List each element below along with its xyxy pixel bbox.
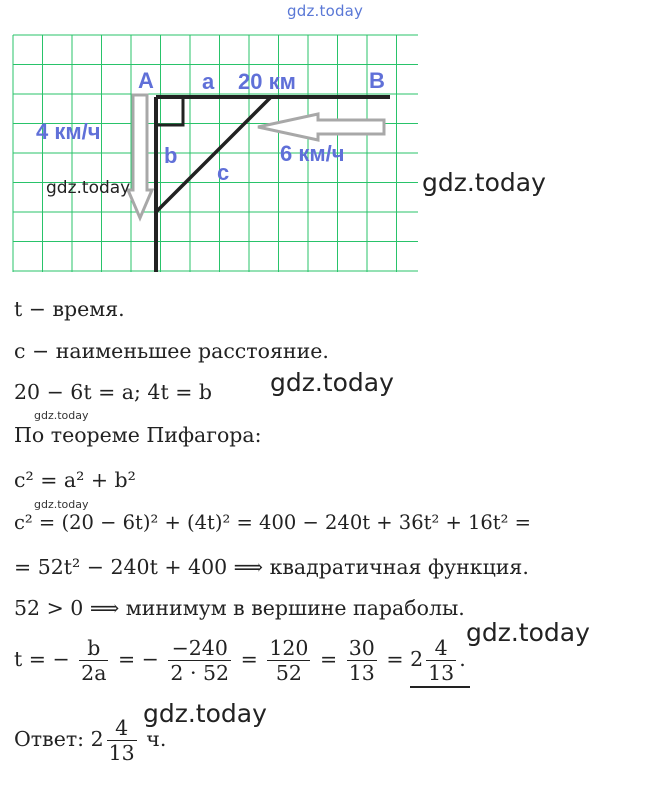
fraction-denominator: 13	[348, 661, 375, 685]
whole-part: 2	[410, 647, 424, 671]
answer-line	[14, 716, 166, 765]
text-line-1: t − время.	[14, 297, 125, 321]
formula-t: t = −	[14, 647, 70, 671]
text-line-3: 20 − 6t = a; 4t = b	[14, 380, 213, 404]
label-speed-b: 6 км/ч	[280, 141, 345, 166]
label-side-b: b	[164, 143, 178, 168]
text-line-8: 52 > 0 ⟹ минимум в вершине параболы.	[14, 596, 465, 620]
answer-unit: ч.	[146, 727, 167, 751]
label-point-a: A	[138, 68, 154, 93]
label-side-c: c	[217, 160, 230, 185]
fraction-denominator: 13	[428, 661, 455, 685]
answer-fraction	[107, 716, 137, 765]
minus-sign: −	[141, 647, 159, 671]
watermark-diagram: gdz.today	[46, 178, 131, 198]
fraction-denominator: 13	[108, 741, 135, 765]
label-speed-a: 4 км/ч	[36, 119, 101, 144]
watermark-top: gdz.today	[287, 2, 364, 20]
arrow-left-icon	[258, 114, 384, 140]
equals-sign: =	[386, 647, 404, 671]
fraction-numerator: 30	[348, 636, 375, 660]
geometry-diagram	[0, 0, 660, 300]
fraction-numerator: 4	[115, 716, 129, 740]
text-line-7: = 52t² − 240t + 400 ⟹ квадратичная функция.	[14, 555, 529, 579]
text-line-5: c² = a² + b²	[14, 468, 136, 492]
fraction-denominator: 2a	[81, 661, 107, 685]
equals-sign: =	[320, 647, 338, 671]
fraction-numerator: b	[87, 636, 101, 660]
fraction-numerator: −240	[171, 636, 228, 660]
watermark-diagram-right: gdz.today	[422, 168, 546, 197]
text-line-6: c² = (20 − 6t)² + (4t)² = 400 − 240t + 36t² + 16t² =	[14, 511, 531, 534]
fraction-numerator: 4	[434, 636, 448, 660]
watermark-fraction-line: gdz.today	[466, 618, 590, 647]
watermark-line-3: gdz.today	[270, 368, 394, 397]
arrow-down-icon	[128, 95, 152, 218]
period: .	[459, 647, 466, 671]
watermark-answer: gdz.today	[143, 699, 267, 728]
fraction-240	[168, 636, 231, 685]
fraction-120	[267, 636, 310, 685]
watermark-small-2: gdz.today	[34, 498, 89, 511]
fraction-b-over-2a	[79, 636, 108, 685]
fraction-denominator: 2 · 52	[170, 661, 230, 685]
text-line-4: По теореме Пифагора:	[14, 423, 262, 447]
fraction-denominator: 52	[267, 660, 310, 685]
equals-sign: =	[117, 647, 136, 671]
fraction-numerator: 120	[269, 636, 309, 660]
text-line-2: c − наименьшее расстояние.	[14, 339, 329, 363]
label-point-b: B	[369, 68, 385, 93]
answer-label: Ответ: 2	[14, 727, 104, 751]
watermark-small-1: gdz.today	[34, 409, 89, 422]
fraction-4-13	[426, 636, 456, 685]
vertex-formula	[14, 636, 470, 688]
mixed-number-result	[410, 636, 470, 688]
equals-sign: =	[240, 647, 258, 671]
label-distance: 20 км	[238, 69, 296, 94]
label-side-a: a	[202, 69, 215, 94]
fraction-30	[347, 636, 377, 685]
